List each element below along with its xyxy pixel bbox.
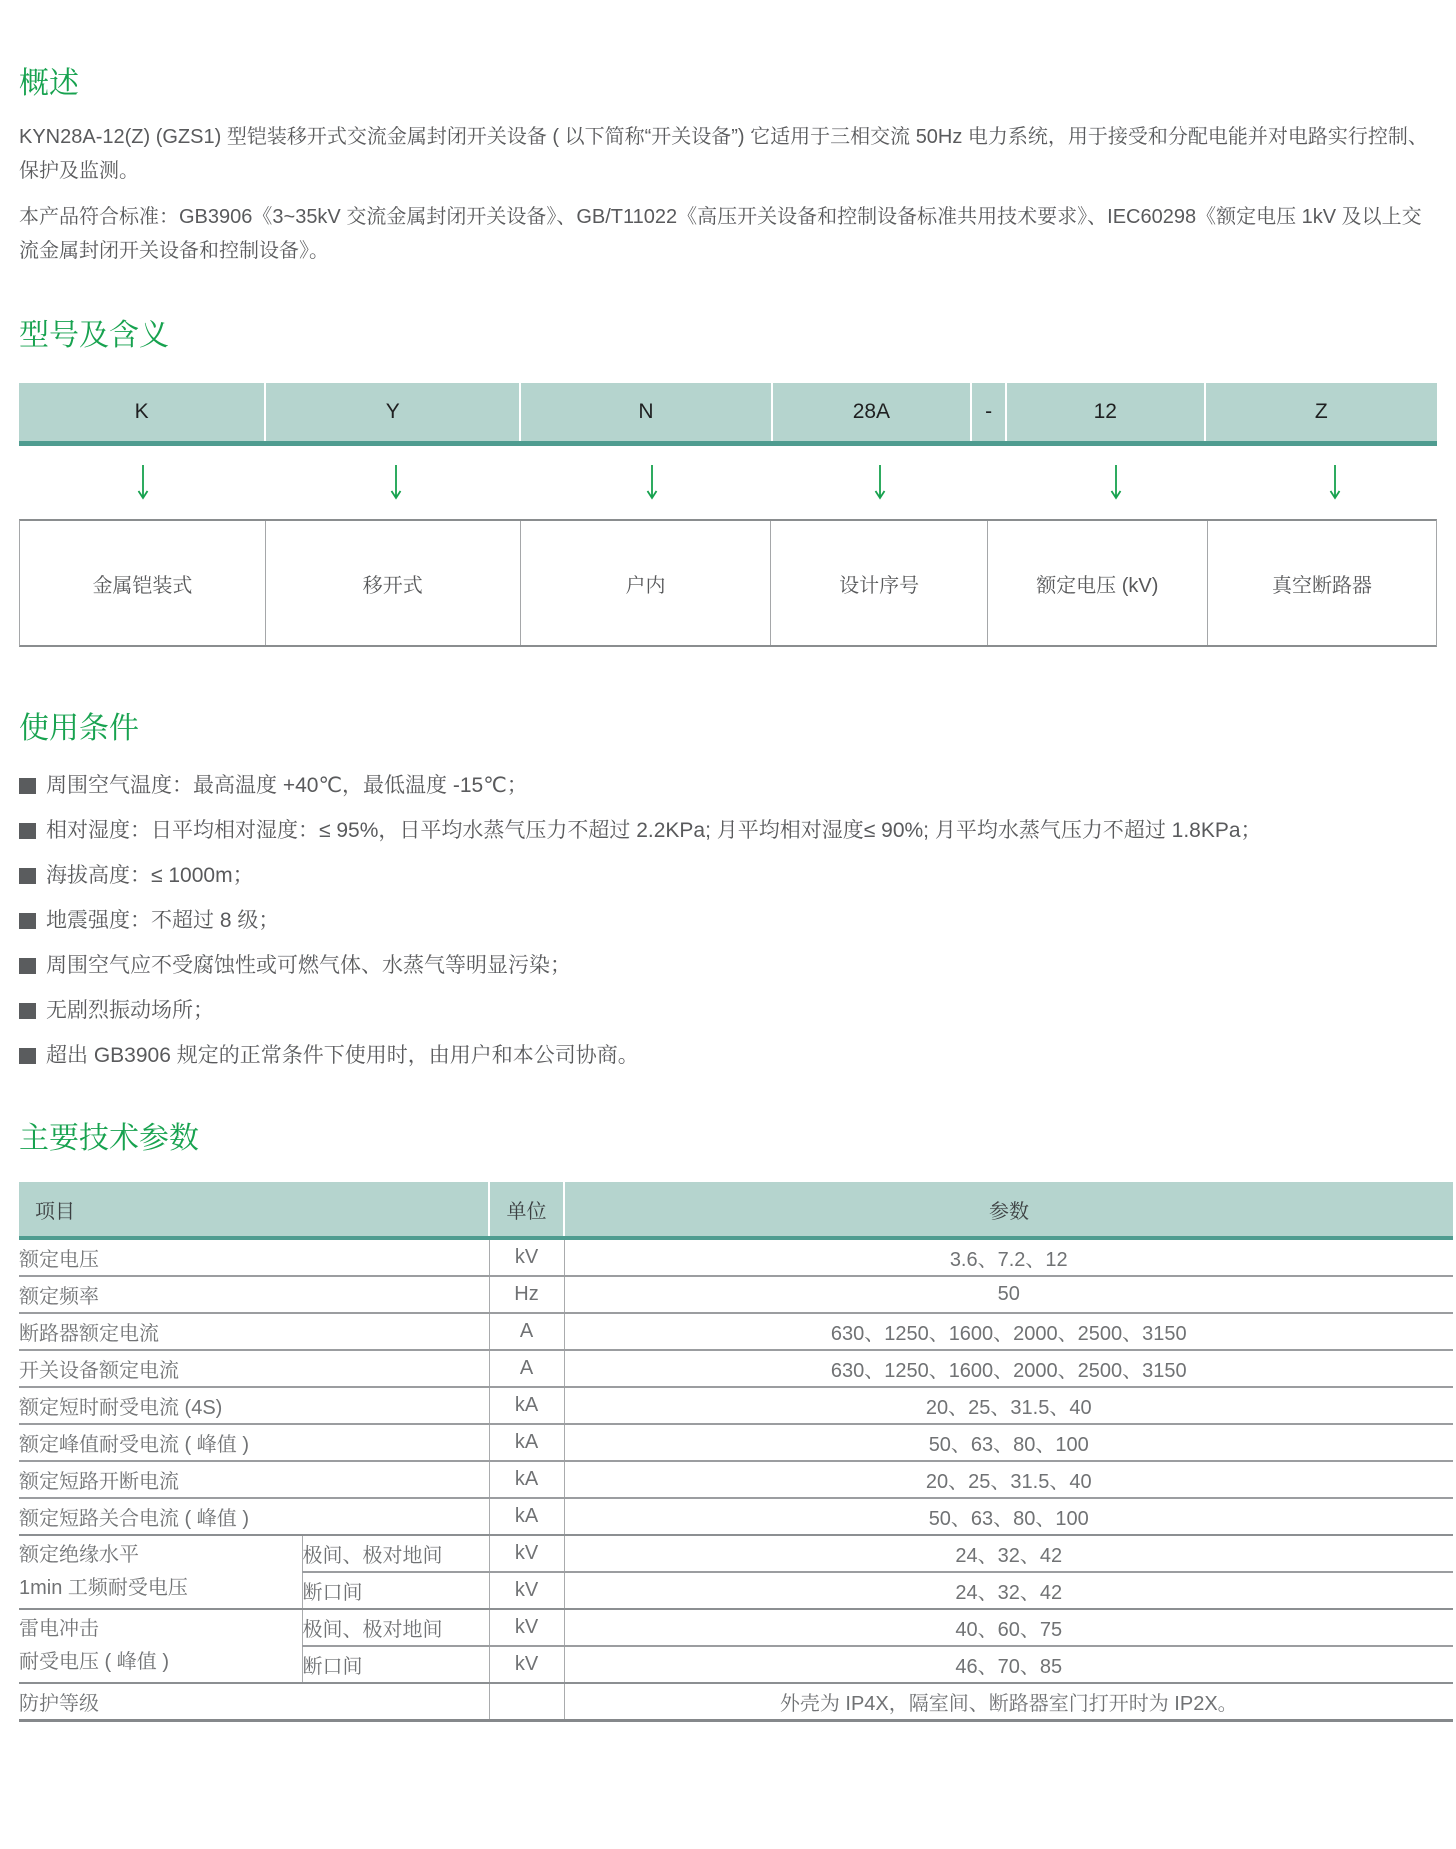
bullet-square-icon (19, 1003, 36, 1019)
condition-item (19, 1000, 1437, 1022)
down-arrow-icon (389, 464, 403, 500)
param-item-cell: 额定电压 (19, 1249, 99, 1271)
condition-item (19, 775, 1437, 797)
table-row (19, 1387, 1453, 1424)
param-unit-cell: kV (489, 1238, 564, 1276)
param-value-cell: 40、60、75 (564, 1609, 1453, 1646)
down-arrow-icon (873, 464, 887, 500)
param-unit-cell: kV (489, 1646, 564, 1683)
table-row (19, 1424, 1453, 1461)
param-unit-cell: kA (489, 1498, 564, 1535)
col-header-item: 项目 (19, 1182, 489, 1238)
param-item-cell: 额定短路开断电流 (19, 1461, 489, 1498)
down-arrow-icon (1109, 464, 1123, 500)
param-unit-cell: kA (489, 1424, 564, 1461)
table-row (19, 1609, 1453, 1646)
param-value-cell: 630、1250、1600、2000、2500、3150 (564, 1350, 1453, 1387)
model-meaning-cell: 额定电压 (kV) (987, 521, 1207, 645)
param-item-cell: 额定峰值耐受电流 ( 峰值 ) (19, 1424, 489, 1461)
model-code-cell: Y (264, 383, 519, 441)
group-label-line: 1min 工频耐受电压 (19, 1577, 188, 1599)
condition-text: 周围空气应不受腐蚀性或可燃气体、水蒸气等明显污染； (46, 954, 571, 977)
model-meaning-cell: 真空断路器 (1207, 521, 1436, 645)
section-title-parameters: 主要技术参数 (19, 1122, 199, 1155)
conditions-list (19, 775, 1437, 1067)
condition-text: 相对湿度：日平均相对湿度：≤ 95%，日平均水蒸气压力不超过 2.2KPa; 月平均相对湿度≤ 90%; 月平均水蒸气压力不超过 1.8KPa； (46, 819, 1262, 842)
param-unit-cell: kA (489, 1461, 564, 1498)
section-title-conditions: 使用条件 (19, 712, 139, 745)
model-dash-cell: - (970, 383, 1005, 441)
condition-item (19, 955, 1437, 977)
bullet-square-icon (19, 868, 36, 884)
overview-paragraph-1: KYN28A-12(Z) (GZS1) 型铠装移开式交流金属封闭开关设备 ( 以下简称“开关设备”) 它适用于三相交流 50Hz 电力系统，用于接受和分配电能并对电路实行控制、保护及监测。 (19, 126, 1428, 182)
condition-item (19, 820, 1437, 842)
model-code-cell: 12 (1005, 383, 1204, 441)
group-label-line: 雷电冲击 (19, 1618, 99, 1640)
param-group-label-cell (19, 1609, 302, 1683)
bullet-square-icon (19, 958, 36, 974)
param-item-cell: 额定短路关合电流 ( 峰值 ) (19, 1498, 489, 1535)
col-header-unit: 单位 (489, 1182, 564, 1238)
param-sub-item-cell: 极间、极对地间 (302, 1535, 489, 1572)
param-value-cell: 3.6、7.2、12 (949, 1249, 1068, 1271)
param-unit-cell: Hz (489, 1276, 564, 1313)
model-code-table (19, 383, 1437, 446)
condition-text: 海拔高度：≤ 1000m； (46, 864, 254, 887)
down-arrow-icon (645, 464, 659, 500)
param-value-cell: 20、25、31.5、40 (564, 1387, 1453, 1424)
down-arrow-icon (136, 464, 150, 500)
condition-item (19, 1045, 1437, 1067)
model-code-cell: K (19, 383, 264, 441)
col-header-value: 参数 (564, 1182, 1453, 1238)
bullet-square-icon (19, 823, 36, 839)
group-label-line: 额定绝缘水平 (19, 1544, 139, 1566)
tech-params-table (19, 1182, 1453, 1722)
model-code-cell: Z (1204, 383, 1437, 441)
param-sub-item-cell: 断口间 (302, 1646, 489, 1683)
param-unit-cell: kV (489, 1609, 564, 1646)
param-value-cell: 50、63、80、100 (564, 1498, 1453, 1535)
model-meaning-cell: 设计序号 (770, 521, 986, 645)
model-meaning-cell: 金属铠装式 (92, 574, 193, 597)
condition-text: 无剧烈振动场所； (46, 999, 214, 1022)
condition-text: 超出 GB3906 规定的正常条件下使用时，由用户和本公司协商。 (46, 1044, 639, 1067)
param-value-cell: 20、25、31.5、40 (564, 1461, 1453, 1498)
model-meaning-table (19, 519, 1437, 647)
table-row (19, 1350, 1453, 1387)
param-value-cell: 24、32、42 (564, 1572, 1453, 1609)
param-value-cell: 46、70、85 (564, 1646, 1453, 1683)
group-label-line: 耐受电压 ( 峰值 ) (19, 1651, 169, 1673)
model-code-cell: 28A (771, 383, 971, 441)
overview-paragraph-2: 本产品符合标准：GB3906《3~35kV 交流金属封闭开关设备》、GB/T11022《高压开关设备和控制设备标准共用技术要求》、IEC60298《额定电压 1kV 及以上交流金属封闭开关设备和控制设备》。 (19, 206, 1422, 262)
table-row (19, 1535, 1453, 1572)
table-row (19, 1238, 1453, 1276)
condition-text: 地震强度：不超过 8 级； (46, 909, 280, 932)
model-code-cell: N (519, 383, 770, 441)
param-unit-cell: kV (489, 1572, 564, 1609)
param-unit-cell: kV (489, 1535, 564, 1572)
model-arrow-row (19, 464, 1437, 500)
model-meaning-cell: 户内 (520, 521, 771, 645)
bullet-square-icon (19, 913, 36, 929)
param-value-cell: 50、63、80、100 (564, 1424, 1453, 1461)
param-unit-cell: A (489, 1350, 564, 1387)
table-header-row (19, 1182, 1453, 1238)
param-item-cell: 额定短时耐受电流 (4S) (19, 1387, 489, 1424)
bullet-square-icon (19, 1048, 36, 1064)
param-value-cell: 外壳为 IP4X，隔室间、断路器室门打开时为 IP2X。 (564, 1683, 1453, 1721)
param-sub-item-cell: 极间、极对地间 (302, 1609, 489, 1646)
param-group-label-cell (19, 1535, 302, 1609)
table-row (19, 1683, 1453, 1721)
condition-item (19, 910, 1437, 932)
param-value-cell: 50 (564, 1276, 1453, 1313)
param-item-cell: 额定频率 (19, 1276, 489, 1313)
param-unit-cell: A (489, 1313, 564, 1350)
table-row (19, 1276, 1453, 1313)
section-title-overview: 概述 (19, 67, 79, 100)
bullet-square-icon (19, 778, 36, 794)
condition-item (19, 865, 1437, 887)
param-item-cell: 开关设备额定电流 (19, 1350, 489, 1387)
down-arrow-icon (1328, 464, 1342, 500)
table-row (19, 1313, 1453, 1350)
condition-text: 周围空气温度：最高温度 +40℃，最低温度 -15℃； (46, 774, 528, 797)
table-row (19, 1461, 1453, 1498)
model-meaning-cell: 移开式 (265, 521, 520, 645)
param-value-cell: 24、32、42 (564, 1535, 1453, 1572)
table-row (19, 1498, 1453, 1535)
param-value-cell: 630、1250、1600、2000、2500、3150 (564, 1313, 1453, 1350)
param-unit-cell (489, 1683, 564, 1721)
param-sub-item-cell: 断口间 (302, 1572, 489, 1609)
param-unit-cell: kA (489, 1387, 564, 1424)
param-item-cell: 防护等级 (19, 1683, 489, 1721)
param-item-cell: 断路器额定电流 (19, 1313, 489, 1350)
section-title-model: 型号及含义 (19, 319, 169, 352)
